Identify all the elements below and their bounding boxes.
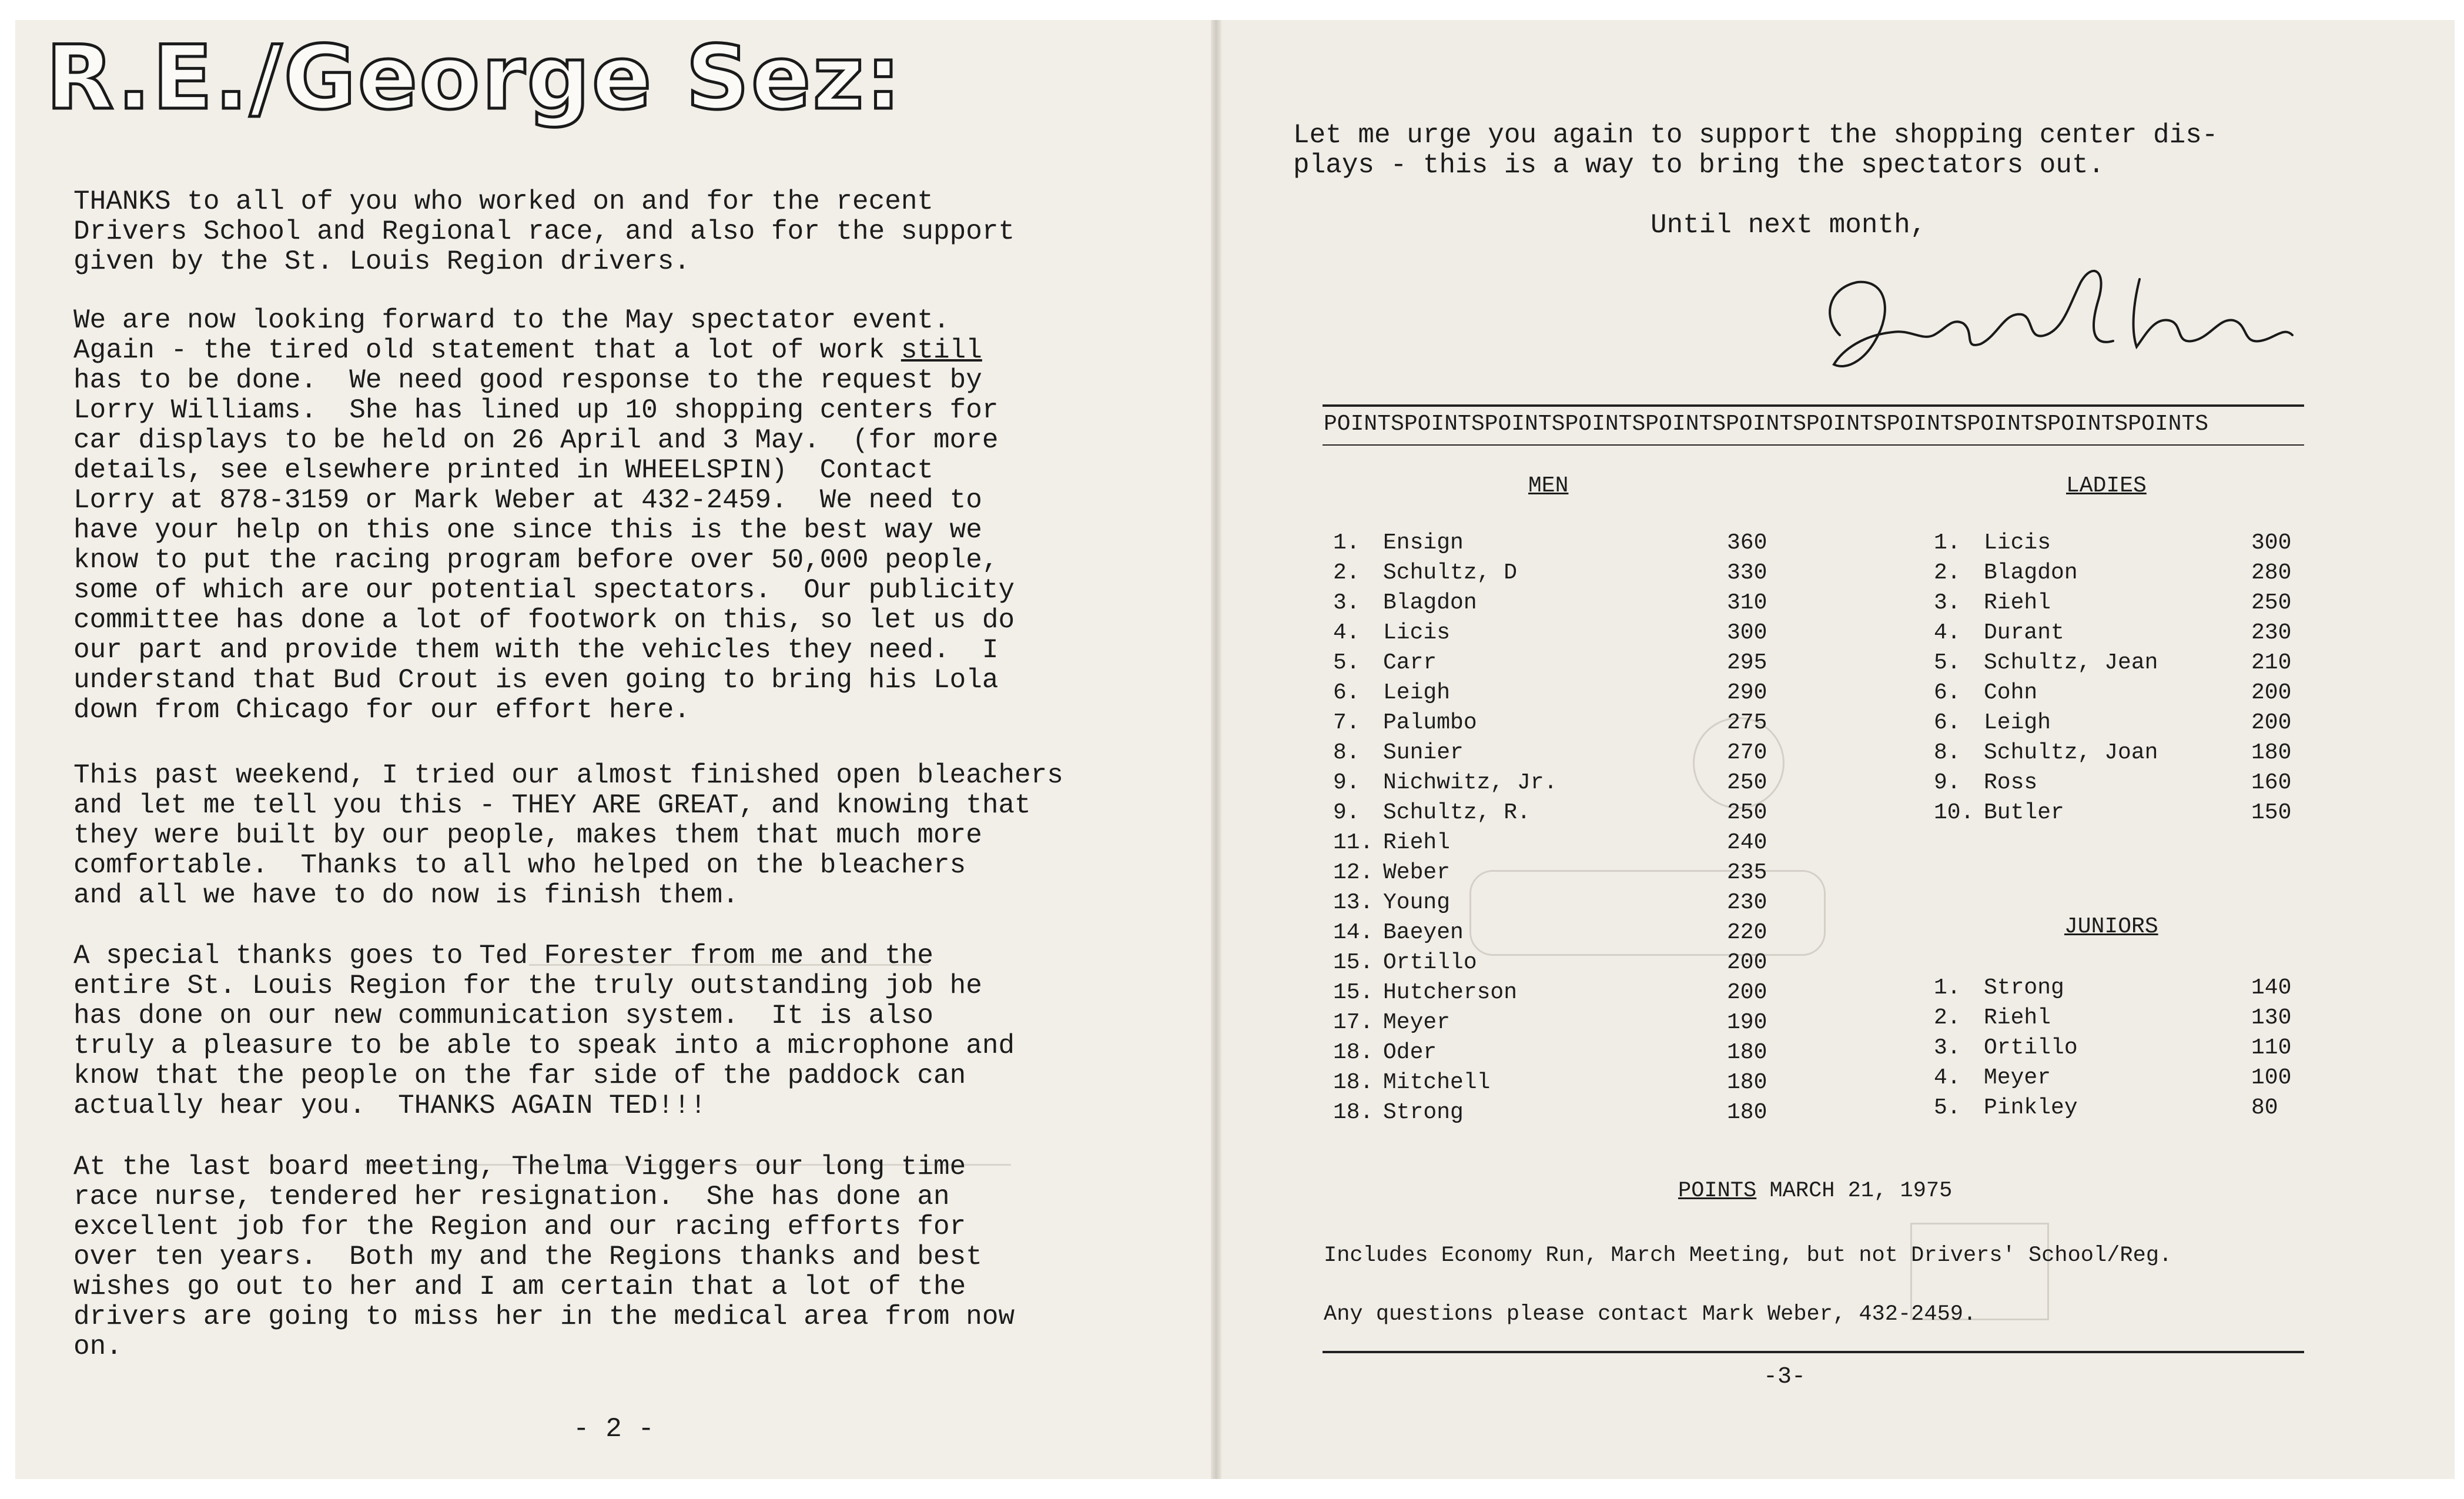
- ladies-points: 300: [2251, 530, 2292, 556]
- men-rank: 18.: [1333, 1040, 1374, 1065]
- men-row: [1333, 858, 1797, 888]
- men-driver-name: Strong: [1383, 1100, 1464, 1125]
- rule-under-banner: [1323, 444, 2304, 446]
- juniors-points: 110: [2251, 1035, 2292, 1060]
- men-row: [1333, 678, 1797, 708]
- ladies-points: 250: [2251, 590, 2292, 615]
- ladies-driver-name: Blagdon: [1984, 560, 2078, 585]
- men-row: [1333, 648, 1797, 678]
- men-driver-name: Oder: [1383, 1040, 1437, 1065]
- men-driver-name: Weber: [1383, 860, 1451, 885]
- ladies-row: [1934, 708, 2322, 738]
- men-driver-name: Ensign: [1383, 530, 1464, 556]
- ladies-points: 230: [2251, 620, 2292, 645]
- ladies-points: 210: [2251, 650, 2292, 675]
- men-row: [1333, 618, 1797, 648]
- rule-top: [1323, 404, 2304, 407]
- ladies-driver-name: Ross: [1984, 770, 2038, 795]
- ladies-driver-name: Cohn: [1984, 680, 2038, 705]
- men-driver-name: Sunier: [1383, 740, 1464, 765]
- ladies-driver-name: Butler: [1984, 800, 2064, 825]
- underlined-word-still: still: [900, 335, 982, 366]
- intro-paragraph: Let me urge you again to support the shopping center dis- plays - this is a way to bring the spectators out.: [1293, 120, 2218, 180]
- juniors-rank: 1.: [1934, 975, 1961, 1001]
- page-number-left: - 2 -: [573, 1414, 655, 1444]
- ladies-points: 150: [2251, 800, 2292, 825]
- ladies-rank: 2.: [1934, 560, 1961, 585]
- men-row: [1333, 768, 1797, 798]
- ladies-points: 200: [2251, 710, 2292, 735]
- men-driver-name: Meyer: [1383, 1010, 1451, 1035]
- men-rank: 7.: [1333, 710, 1360, 735]
- men-row: [1333, 978, 1797, 1008]
- juniors-points: 140: [2251, 975, 2292, 1001]
- juniors-rank: 5.: [1934, 1095, 1961, 1120]
- ladies-points: 200: [2251, 680, 2292, 705]
- men-points: 310: [1727, 590, 1767, 615]
- ladies-rank: 6.: [1934, 710, 1961, 735]
- men-row: [1333, 1098, 1797, 1127]
- juniors-driver-name: Meyer: [1984, 1065, 2051, 1090]
- ladies-row: [1934, 618, 2322, 648]
- points-label: POINTS: [1678, 1179, 1757, 1203]
- juniors-row: [1934, 973, 2322, 1003]
- men-driver-name: Schultz, R.: [1383, 800, 1531, 825]
- men-driver-name: Young: [1383, 890, 1451, 915]
- juniors-rank: 4.: [1934, 1065, 1961, 1090]
- paragraph-thanks: THANKS to all of you who worked on and for the recent Drivers School and Regional race, and also for the support given by the St. Louis Region drivers.: [73, 186, 1015, 277]
- juniors-points: 100: [2251, 1065, 2292, 1090]
- ladies-driver-name: Schultz, Jean: [1984, 650, 2158, 675]
- ladies-row: [1934, 768, 2322, 798]
- men-rank: 18.: [1333, 1100, 1374, 1125]
- men-row: [1333, 738, 1797, 768]
- ladies-row: [1934, 528, 2322, 558]
- page-gutter: [1211, 20, 1221, 1479]
- men-row: [1333, 708, 1797, 738]
- ladies-row: [1934, 558, 2322, 588]
- men-rank: 15.: [1333, 980, 1374, 1005]
- men-row: [1333, 1008, 1797, 1038]
- men-driver-name: Nichwitz, Jr.: [1383, 770, 1558, 795]
- men-heading: MEN: [1528, 473, 1569, 498]
- men-row: [1333, 798, 1797, 828]
- men-points: 275: [1727, 710, 1767, 735]
- juniors-row: [1934, 1033, 2322, 1063]
- ladies-driver-name: Licis: [1984, 530, 2051, 556]
- juniors-driver-name: Riehl: [1984, 1005, 2051, 1030]
- men-row: [1333, 1038, 1797, 1068]
- men-driver-name: Palumbo: [1383, 710, 1477, 735]
- signature-image: [1787, 247, 2316, 388]
- men-points: 290: [1727, 680, 1767, 705]
- points-date: MARCH 21, 1975: [1769, 1179, 1953, 1203]
- men-points: 300: [1727, 620, 1767, 645]
- men-driver-name: Ortillo: [1383, 950, 1477, 975]
- juniors-points: 130: [2251, 1005, 2292, 1030]
- paragraph-spectator-event-part1: We are now looking forward to the May spectator event. Again - the tired old statement that a lot of work: [73, 305, 950, 366]
- paragraph-spectator-event-part2: has to be done. We need good response to the request by Lorry Williams. She has lined up 10 shopping centers for car displays to be held on 26 April and 3 May. (for more details, see elsewhere printed in WHEELSPIN) Contact Lorry at 878-3159 or Mark Weber at 432-2459. We need to have your help on this one since this is the best way we know to put the racing program before over 50,000 people, some of which are our potential spectators. Our publicity committee has done a lot of footwork on this, so let us do our part and provide them with the vehicles they need. I understand that Bud Crout is even going to bring his Lola down from Chicago for our effort here.: [73, 365, 1015, 725]
- men-rank: 3.: [1333, 590, 1360, 615]
- men-points: 270: [1727, 740, 1767, 765]
- men-rank: 9.: [1333, 770, 1360, 795]
- men-points: 200: [1727, 950, 1767, 975]
- men-points: 180: [1727, 1070, 1767, 1095]
- men-rank: 1.: [1333, 530, 1360, 556]
- men-points: 180: [1727, 1100, 1767, 1125]
- ladies-driver-name: Durant: [1984, 620, 2064, 645]
- men-row: [1333, 1068, 1797, 1098]
- ladies-rank: 1.: [1934, 530, 1961, 556]
- men-row: [1333, 528, 1797, 558]
- men-driver-name: Mitchell: [1383, 1070, 1491, 1095]
- men-driver-name: Licis: [1383, 620, 1451, 645]
- paragraph-bleachers: This past weekend, I tried our almost finished open bleachers and let me tell you this - THEY ARE GREAT, and knowing that they were built by our people, makes them that much more comfortable. Thanks to all who helped on the bleachers and all we have to do now is finish them.: [73, 760, 1063, 911]
- ladies-rank: 3.: [1934, 590, 1961, 615]
- ladies-rank: 4.: [1934, 620, 1961, 645]
- ladies-rank: 5.: [1934, 650, 1961, 675]
- juniors-heading: JUNIORS: [2064, 914, 2158, 939]
- men-rank: 13.: [1333, 890, 1374, 915]
- men-points: 295: [1727, 650, 1767, 675]
- juniors-driver-name: Pinkley: [1984, 1095, 2078, 1120]
- men-rank: 12.: [1333, 860, 1374, 885]
- juniors-driver-name: Strong: [1984, 975, 2064, 1001]
- men-driver-name: Leigh: [1383, 680, 1451, 705]
- juniors-rank: 3.: [1934, 1035, 1961, 1060]
- men-points: 235: [1727, 860, 1767, 885]
- juniors-row: [1934, 1003, 2322, 1033]
- men-rank: 2.: [1333, 560, 1360, 585]
- men-driver-name: Riehl: [1383, 830, 1451, 855]
- ladies-rank: 8.: [1934, 740, 1961, 765]
- men-points: 330: [1727, 560, 1767, 585]
- paragraph-nurse-resignation: At the last board meeting, Thelma Viggers our long time race nurse, tendered her resignation. She has done an excellent job for the Region and our racing efforts for over ten years. Both my and the Regions thanks and best wishes go out to her and I am certain that a lot of the drivers are going to miss her in the medical area from now on.: [73, 1152, 1015, 1362]
- ladies-row: [1934, 738, 2322, 768]
- men-rank: 6.: [1333, 680, 1360, 705]
- ladies-rank: 10.: [1934, 800, 1974, 825]
- men-rank: 11.: [1333, 830, 1374, 855]
- juniors-points: 80: [2251, 1095, 2278, 1120]
- page-title: R.E./George Sez:: [46, 27, 903, 129]
- men-driver-name: Baeyen: [1383, 920, 1464, 945]
- points-date-line: [1678, 1179, 1952, 1203]
- men-points: 220: [1727, 920, 1767, 945]
- men-rank: 8.: [1333, 740, 1360, 765]
- juniors-driver-name: Ortillo: [1984, 1035, 2078, 1060]
- men-row: [1333, 588, 1797, 618]
- ladies-driver-name: Riehl: [1984, 590, 2051, 615]
- ladies-driver-name: Leigh: [1984, 710, 2051, 735]
- men-rank: 18.: [1333, 1070, 1374, 1095]
- men-points: 360: [1727, 530, 1767, 556]
- men-row: [1333, 558, 1797, 588]
- men-points: 240: [1727, 830, 1767, 855]
- men-driver-name: Carr: [1383, 650, 1437, 675]
- men-rank: 5.: [1333, 650, 1360, 675]
- men-points: 230: [1727, 890, 1767, 915]
- men-row: [1333, 828, 1797, 858]
- ladies-points: 180: [2251, 740, 2292, 765]
- ladies-row: [1934, 648, 2322, 678]
- ladies-rank: 6.: [1934, 680, 1961, 705]
- points-questions-note: Any questions please contact Mark Weber, 432-2459.: [1324, 1302, 1977, 1327]
- points-includes-note: Includes Economy Run, March Meeting, but not Drivers' School/Reg.: [1324, 1243, 2172, 1268]
- points-date-spacer: [1756, 1179, 1769, 1203]
- men-driver-name: Hutcherson: [1383, 980, 1518, 1005]
- ladies-row: [1934, 588, 2322, 618]
- rule-bottom: [1323, 1351, 2304, 1353]
- men-row: [1333, 918, 1797, 948]
- men-driver-name: Schultz, D: [1383, 560, 1518, 585]
- ladies-rank: 9.: [1934, 770, 1961, 795]
- ladies-heading: LADIES: [2066, 473, 2147, 498]
- ladies-row: [1934, 798, 2322, 828]
- men-points: 190: [1727, 1010, 1767, 1035]
- men-rank: 17.: [1333, 1010, 1374, 1035]
- points-banner: POINTSPOINTSPOINTSPOINTSPOINTSPOINTSPOINTSPOINTSPOINTSPOINTSPOINTS: [1324, 411, 2209, 437]
- men-points: 250: [1727, 770, 1767, 795]
- ladies-driver-name: Schultz, Joan: [1984, 740, 2158, 765]
- men-row: [1333, 948, 1797, 978]
- men-points: 180: [1727, 1040, 1767, 1065]
- men-rank: 15.: [1333, 950, 1374, 975]
- closing-line: Until next month,: [1651, 210, 1927, 240]
- men-driver-name: Blagdon: [1383, 590, 1477, 615]
- page-number-right: -3-: [1763, 1364, 1806, 1390]
- men-row: [1333, 888, 1797, 918]
- paragraph-communication: A special thanks goes to Ted Forester from me and the entire St. Louis Region for the truly outstanding job he has done on our new communication system. It is also truly a pleasure to be able to speak into a microphone and know that the people on the far side of the paddock can actually hear you. THANKS AGAIN TED!!!: [73, 941, 1015, 1121]
- ladies-points: 160: [2251, 770, 2292, 795]
- ladies-row: [1934, 678, 2322, 708]
- juniors-rank: 2.: [1934, 1005, 1961, 1030]
- men-points: 250: [1727, 800, 1767, 825]
- men-points: 200: [1727, 980, 1767, 1005]
- ladies-points: 280: [2251, 560, 2292, 585]
- men-rank: 9.: [1333, 800, 1360, 825]
- paragraph-spectator-event: [73, 306, 1179, 725]
- juniors-row: [1934, 1093, 2322, 1123]
- men-rank: 4.: [1333, 620, 1360, 645]
- juniors-row: [1934, 1063, 2322, 1093]
- men-rank: 14.: [1333, 920, 1374, 945]
